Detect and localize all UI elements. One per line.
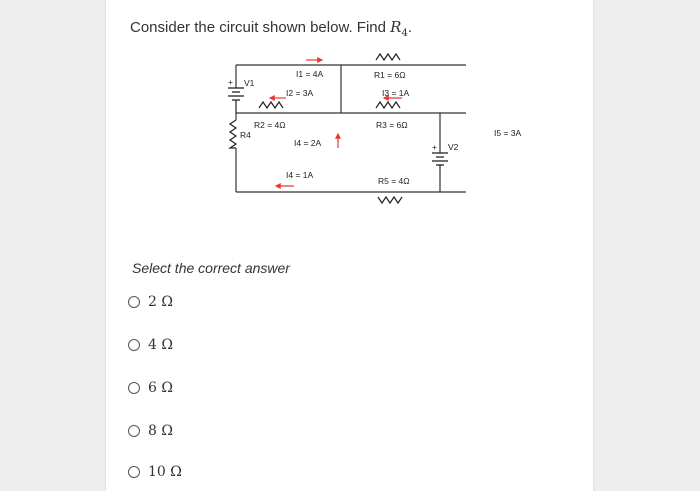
radio-button[interactable] [128, 296, 140, 308]
circuit-diagram [226, 48, 466, 208]
r1-resistor [376, 54, 400, 60]
radio-button[interactable] [128, 466, 140, 478]
option-6-ohm[interactable] [128, 380, 173, 396]
question-card [106, 0, 593, 491]
r3-resistor [376, 102, 400, 108]
i2-label: I2 = 3A [286, 88, 314, 98]
r5-resistor [378, 197, 402, 203]
option-label: 8 Ω [148, 423, 173, 439]
i4-mid-label: I4 = 2A [294, 138, 322, 148]
radio-button[interactable] [128, 425, 140, 437]
option-10-ohm[interactable] [128, 464, 182, 480]
v2-battery [432, 153, 448, 170]
question-variable: $R_4$ [390, 18, 408, 39]
i4-bottom-label: I4 = 1A [286, 170, 314, 180]
i3-label: I3 = 1A [382, 88, 410, 98]
i1-label: I1 = 4A [296, 69, 324, 79]
r5-label: R5 = 4Ω [378, 176, 410, 186]
r1-label: R1 = 6Ω [374, 70, 406, 80]
r2-label: R2 = 4Ω [254, 120, 286, 130]
v1-battery [228, 88, 244, 113]
option-label: 4 Ω [148, 337, 173, 353]
option-label: 2 Ω [148, 294, 173, 310]
option-8-ohm[interactable] [128, 423, 173, 439]
question-text: Consider the circuit shown below. Find $R_4$. [130, 18, 412, 39]
radio-button[interactable] [128, 382, 140, 394]
option-label: 6 Ω [148, 380, 173, 396]
v2-label: V2 [448, 142, 459, 152]
v1-label: V1 [244, 78, 255, 88]
question-lead: Consider the circuit shown below. Find [130, 19, 391, 36]
r3-label: R3 = 6Ω [376, 120, 408, 130]
option-2-ohm[interactable] [128, 294, 173, 310]
radio-button[interactable] [128, 339, 140, 351]
v2-plus-sign: + [432, 142, 437, 152]
option-4-ohm[interactable] [128, 337, 173, 353]
answer-prompt: Select the correct answer [132, 260, 290, 276]
i5-label: I5 = 3A [494, 128, 522, 138]
r2-resistor [259, 102, 283, 108]
option-label: 10 Ω [148, 464, 182, 480]
r4-resistor [230, 120, 236, 148]
v1-plus-sign: + [228, 77, 233, 87]
r4-label: R4 [240, 130, 251, 140]
